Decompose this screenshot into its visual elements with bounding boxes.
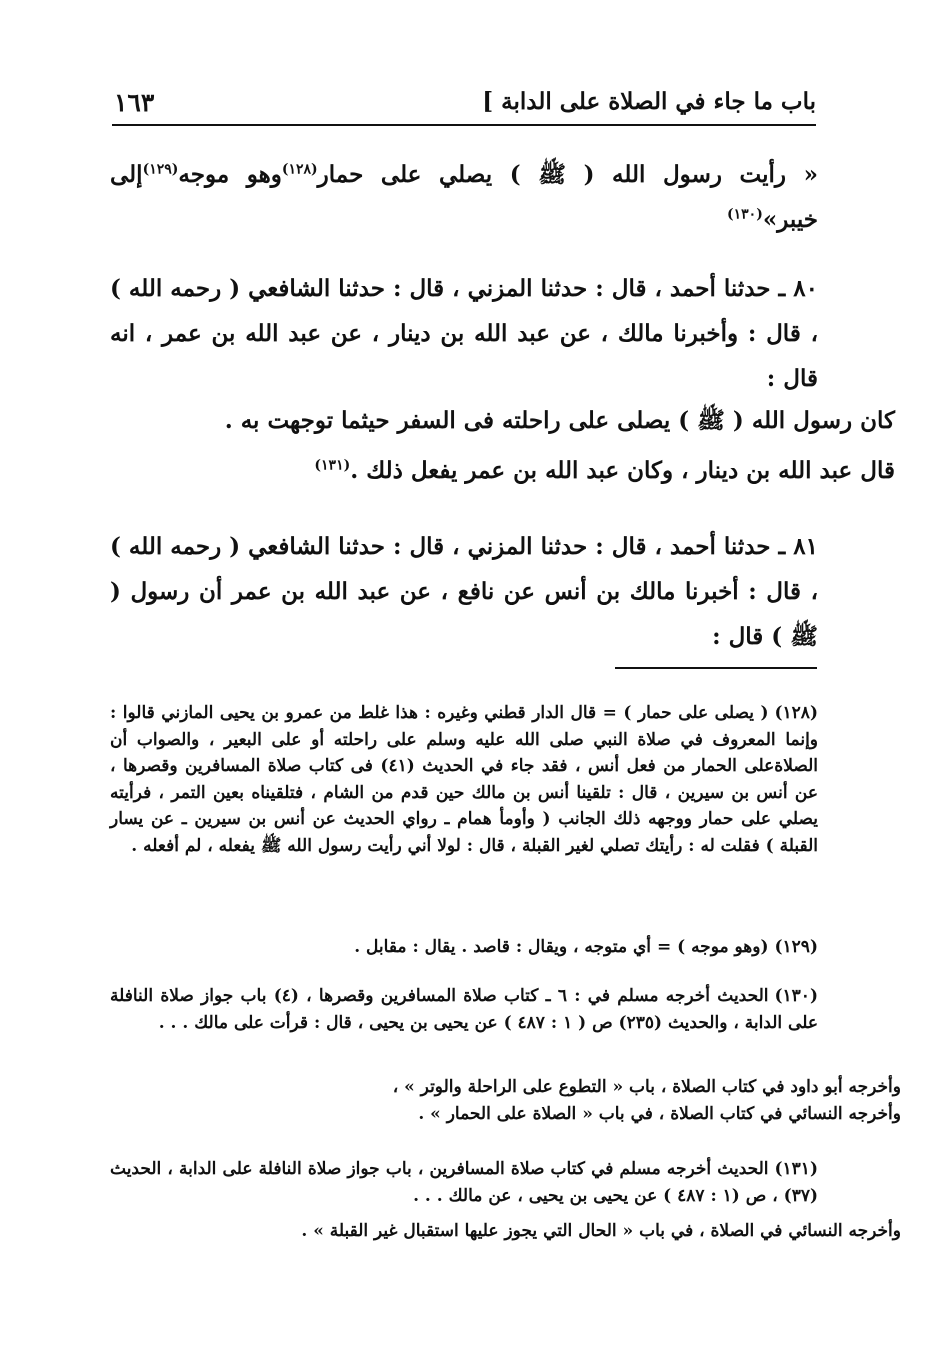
footnote-ref-129: (١٢٩) (142, 161, 179, 178)
footnote-130-line2: وأخرجه أبو داود في كتاب الصلاة ، باب « التطوع على الراحلة والوتر » ، (392, 1077, 901, 1097)
hadith-80-isnad: ٨٠ ـ حدثنا أحمد ، قال : حدثنا المزني ، قال : حدثنا الشافعي ( رحمه الله ) ، قال : وأخبرنا مالك ، عن عبد الله بن دينار ، عن عبد الله بن عمر ، انه قال : (110, 275, 818, 392)
hadith-80-note (223, 448, 895, 493)
quote-text-mid: وهو موجه (178, 161, 282, 188)
footnote-128-number: (١٢٨) (774, 703, 818, 723)
footnote-separator (615, 667, 817, 669)
hadith-80-note-text: قال عبد الله بن دينار ، وكان عبد الله بن عمر يفعل ذلك . (350, 457, 895, 484)
footnote-131-number: (١٣١) (774, 1159, 818, 1179)
footnote-129-text: (وهو موجه ) = أي متوجه ، ويقال : قاصد . يقال : مقابل . (354, 937, 769, 957)
footnote-130-line3: وأخرجه النسائي في كتاب الصلاة ، في باب « الصلاة على الحمار » . (418, 1103, 901, 1124)
hadith-81-text: ٨١ ـ حدثنا أحمد ، قال : حدثنا المزني ، قال : حدثنا الشافعي ( رحمه الله ) ، قال : أخبرنا مالك بن أنس عن نافع ، عن عبد الله بن عمر أن رسول ( ﷺ ) قال : (110, 533, 818, 650)
footnote-128 (110, 700, 818, 859)
chapter-title: باب ما جاء في الصلاة على الدابة ] (482, 88, 816, 115)
footnote-ref-130: (١٣٠) (727, 206, 763, 223)
hadith-80 (110, 266, 818, 401)
footnote-129 (110, 934, 818, 961)
hadith-quote (110, 152, 818, 242)
quote-text-after: إلى خيبر» (110, 161, 818, 233)
hadith-80-matn: كان رسول الله ( ﷺ ) يصلى على راحلته فى السفر حيثما توجهت به . (224, 407, 895, 434)
page-header (112, 82, 816, 126)
footnote-130-text: الحديث أخرجه مسلم في : ٦ ـ كتاب صلاة المسافرين وقصرها ، (٤) باب جواز صلاة النافلة على الدابة ، والحديث (٢٣٥) ص ( ١ : ٤٨٧ ) عن يحيى بن يحيى ، قال : قرأت على مالك . . . (110, 986, 818, 1033)
footnote-130 (110, 983, 818, 1036)
footnote-131 (110, 1156, 818, 1209)
footnote-131-text: الحديث أخرجه مسلم في كتاب صلاة المسافرين ، باب جواز صلاة النافلة على الدابة ، الحديث (٣٧) ، ص (١ : ٤٨٧ ) عن يحيى بن يحيى ، عن مالك . . . (110, 1159, 818, 1206)
footnote-130-continuation (221, 1074, 901, 1127)
footnote-128-text: ( يصلى على حمار ) = قال الدار قطني وغيره : هذا غلط من عمرو بن يحيى المازني قالوا : وإنما المعروف في صلاة النبي صلى الله عليه وسلم على راحلته أو على البعير ، والصواب أن الصلاةعلى الحمار من فعل أنس ، فقد جاء في الحديث (٤١) فى كتاب صلاة المسافرين وقصرها ، عن أنس بن سيرين ، قال : تلقينا أنس بن مالك حين قدم من الشام ، فتلقيناه بعين التمر ، فرأيته يصلي على حمار ووجهه ذلك الجانب ( وأومأ همام ـ رواي الحديث عن أنس بن سيرين ـ عن يسار القبلة ) فقلت له : رأيتك تصلي لغير القبلة ، قال : لولا أني رأيت رسول الله ﷺ يفعله ، لم أفعله . (110, 703, 818, 856)
footnote-131-line2: وأخرجه النسائي في الصلاة ، في باب « الحال التي يجوز عليها استقبال غير القبلة » . (301, 1221, 901, 1241)
footnote-130-number: (١٣٠) (774, 986, 818, 1006)
footnote-ref-128: (١٢٨) (281, 161, 318, 178)
footnote-ref-131: (١٣١) (314, 457, 351, 474)
page-number: ١٦٣ (114, 88, 155, 117)
footnote-131-continuation (221, 1218, 901, 1245)
footnote-129-number: (١٢٩) (774, 937, 818, 957)
hadith-81 (110, 524, 818, 659)
quote-text-before: « رأيت رسول الله ( ﷺ ) يصلي على حمار (317, 161, 818, 188)
